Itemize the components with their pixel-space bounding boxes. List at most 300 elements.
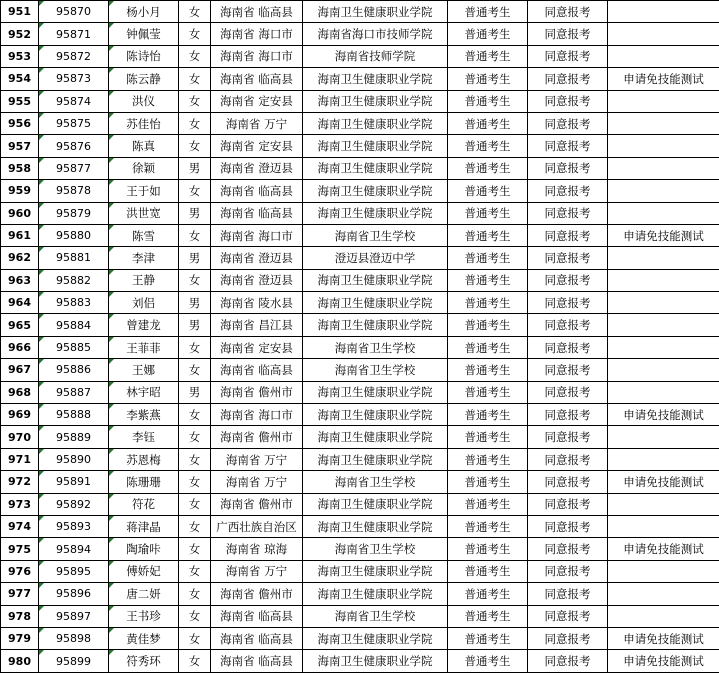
ticket-number-cell: 95882 (39, 269, 109, 291)
gender-cell: 女 (179, 359, 211, 381)
note-cell (608, 180, 719, 202)
ticket-number-cell: 95893 (39, 515, 109, 537)
school-cell: 海南卫生健康职业学院 (303, 292, 448, 314)
ticket-number-cell: 95871 (39, 23, 109, 45)
note-cell (608, 45, 719, 67)
candidate-type-cell: 普通考生 (448, 269, 528, 291)
region-cell: 海南省 儋州市 (211, 426, 303, 448)
gender-cell: 女 (179, 23, 211, 45)
school-cell: 海南省卫生学校 (303, 224, 448, 246)
table-row (1, 135, 719, 157)
candidate-name-cell: 林宇昭 (109, 381, 179, 403)
ticket-number-cell: 95877 (39, 157, 109, 179)
region-cell: 海南省 万宁 (211, 112, 303, 134)
school-cell: 海南卫生健康职业学院 (303, 90, 448, 112)
note-cell (608, 269, 719, 291)
row-number-cell: 957 (1, 135, 39, 157)
candidate-name-cell: 傅娇妃 (109, 560, 179, 582)
gender-cell: 女 (179, 493, 211, 515)
status-cell: 同意报考 (528, 292, 608, 314)
row-number-cell: 980 (1, 650, 39, 672)
region-cell: 海南省 万宁 (211, 448, 303, 470)
gender-cell: 女 (179, 224, 211, 246)
note-cell (608, 90, 719, 112)
ticket-number-cell: 95887 (39, 381, 109, 403)
table-row (1, 560, 719, 582)
note-cell: 申请免技能测试 (608, 471, 719, 493)
region-cell: 海南省 定安县 (211, 336, 303, 358)
candidate-type-cell: 普通考生 (448, 135, 528, 157)
table-row (1, 583, 719, 605)
candidate-name-cell: 王书珍 (109, 605, 179, 627)
status-cell: 同意报考 (528, 426, 608, 448)
table-row (1, 493, 719, 515)
region-cell: 海南省 澄迈县 (211, 269, 303, 291)
candidate-type-cell: 普通考生 (448, 247, 528, 269)
note-cell (608, 292, 719, 314)
status-cell: 同意报考 (528, 471, 608, 493)
ticket-number-cell: 95885 (39, 336, 109, 358)
gender-cell: 女 (179, 45, 211, 67)
candidate-name-cell: 洪仪 (109, 90, 179, 112)
region-cell: 海南省 万宁 (211, 471, 303, 493)
region-cell: 海南省 临高县 (211, 359, 303, 381)
table-row (1, 336, 719, 358)
candidate-name-cell: 李紫燕 (109, 404, 179, 426)
note-cell (608, 23, 719, 45)
row-number-cell: 962 (1, 247, 39, 269)
ticket-number-cell: 95872 (39, 45, 109, 67)
candidate-name-cell: 王于如 (109, 180, 179, 202)
table-row (1, 426, 719, 448)
status-cell: 同意报考 (528, 224, 608, 246)
row-number-cell: 958 (1, 157, 39, 179)
status-cell: 同意报考 (528, 23, 608, 45)
row-number-cell: 951 (1, 1, 39, 23)
status-cell: 同意报考 (528, 627, 608, 649)
row-number-cell: 967 (1, 359, 39, 381)
gender-cell: 女 (179, 515, 211, 537)
status-cell: 同意报考 (528, 202, 608, 224)
note-cell (608, 448, 719, 470)
candidate-type-cell: 普通考生 (448, 627, 528, 649)
table-row (1, 112, 719, 134)
school-cell: 海南省卫生学校 (303, 336, 448, 358)
candidate-name-cell: 李钰 (109, 426, 179, 448)
status-cell: 同意报考 (528, 404, 608, 426)
ticket-number-cell: 95876 (39, 135, 109, 157)
ticket-number-cell: 95890 (39, 448, 109, 470)
status-cell: 同意报考 (528, 515, 608, 537)
candidate-type-cell: 普通考生 (448, 381, 528, 403)
table-row (1, 1, 719, 23)
region-cell: 海南省 万宁 (211, 560, 303, 582)
row-number-cell: 954 (1, 68, 39, 90)
row-number-cell: 965 (1, 314, 39, 336)
status-cell: 同意报考 (528, 448, 608, 470)
candidate-type-cell: 普通考生 (448, 538, 528, 560)
ticket-number-cell: 95895 (39, 560, 109, 582)
school-cell: 海南卫生健康职业学院 (303, 650, 448, 672)
candidate-name-cell: 徐颖 (109, 157, 179, 179)
table-row (1, 404, 719, 426)
status-cell: 同意报考 (528, 180, 608, 202)
ticket-number-cell: 95873 (39, 68, 109, 90)
table-row (1, 157, 719, 179)
candidate-type-cell: 普通考生 (448, 359, 528, 381)
candidate-name-cell: 陈珊珊 (109, 471, 179, 493)
gender-cell: 女 (179, 112, 211, 134)
ticket-number-cell: 95899 (39, 650, 109, 672)
ticket-number-cell: 95878 (39, 180, 109, 202)
note-cell: 申请免技能测试 (608, 627, 719, 649)
ticket-number-cell: 95879 (39, 202, 109, 224)
note-cell: 申请免技能测试 (608, 68, 719, 90)
table-row (1, 381, 719, 403)
note-cell (608, 247, 719, 269)
table-row (1, 605, 719, 627)
school-cell: 海南卫生健康职业学院 (303, 112, 448, 134)
school-cell: 海南卫生健康职业学院 (303, 314, 448, 336)
gender-cell: 女 (179, 269, 211, 291)
region-cell: 广西壮族自治区 (211, 515, 303, 537)
region-cell: 海南省 澄迈县 (211, 157, 303, 179)
ticket-number-cell: 95880 (39, 224, 109, 246)
candidate-type-cell: 普通考生 (448, 515, 528, 537)
candidate-name-cell: 陈雪 (109, 224, 179, 246)
school-cell: 海南卫生健康职业学院 (303, 627, 448, 649)
school-cell: 海南卫生健康职业学院 (303, 493, 448, 515)
status-cell: 同意报考 (528, 605, 608, 627)
table-row (1, 45, 719, 67)
row-number-cell: 970 (1, 426, 39, 448)
school-cell: 澄迈县澄迈中学 (303, 247, 448, 269)
candidate-type-cell: 普通考生 (448, 112, 528, 134)
school-cell: 海南省卫生学校 (303, 538, 448, 560)
status-cell: 同意报考 (528, 359, 608, 381)
table-row (1, 627, 719, 649)
school-cell: 海南卫生健康职业学院 (303, 68, 448, 90)
gender-cell: 女 (179, 68, 211, 90)
table-row (1, 314, 719, 336)
row-number-cell: 973 (1, 493, 39, 515)
gender-cell: 男 (179, 157, 211, 179)
school-cell: 海南卫生健康职业学院 (303, 381, 448, 403)
candidate-name-cell: 陶瑜咔 (109, 538, 179, 560)
candidate-name-cell: 苏佳怡 (109, 112, 179, 134)
candidate-type-cell: 普通考生 (448, 404, 528, 426)
note-cell (608, 135, 719, 157)
candidate-type-cell: 普通考生 (448, 68, 528, 90)
note-cell (608, 336, 719, 358)
candidate-type-cell: 普通考生 (448, 314, 528, 336)
table-row (1, 224, 719, 246)
row-number-cell: 966 (1, 336, 39, 358)
region-cell: 海南省 澄迈县 (211, 247, 303, 269)
row-number-cell: 960 (1, 202, 39, 224)
gender-cell: 女 (179, 627, 211, 649)
candidate-type-cell: 普通考生 (448, 224, 528, 246)
note-cell: 申请免技能测试 (608, 404, 719, 426)
table-row (1, 23, 719, 45)
candidate-type-cell: 普通考生 (448, 650, 528, 672)
note-cell (608, 202, 719, 224)
candidate-type-cell: 普通考生 (448, 471, 528, 493)
candidate-type-cell: 普通考生 (448, 180, 528, 202)
table-row (1, 202, 719, 224)
candidate-type-cell: 普通考生 (448, 426, 528, 448)
region-cell: 海南省 定安县 (211, 90, 303, 112)
row-number-cell: 978 (1, 605, 39, 627)
region-cell: 海南省 临高县 (211, 627, 303, 649)
status-cell: 同意报考 (528, 650, 608, 672)
region-cell: 海南省 儋州市 (211, 381, 303, 403)
school-cell: 海南卫生健康职业学院 (303, 157, 448, 179)
ticket-number-cell: 95881 (39, 247, 109, 269)
row-number-cell: 975 (1, 538, 39, 560)
candidate-name-cell: 符秀环 (109, 650, 179, 672)
note-cell: 申请免技能测试 (608, 650, 719, 672)
status-cell: 同意报考 (528, 381, 608, 403)
region-cell: 海南省 临高县 (211, 605, 303, 627)
candidate-name-cell: 陈云静 (109, 68, 179, 90)
row-number-cell: 956 (1, 112, 39, 134)
note-cell (608, 359, 719, 381)
ticket-number-cell: 95870 (39, 1, 109, 23)
table-row (1, 180, 719, 202)
candidate-name-cell: 洪世宽 (109, 202, 179, 224)
row-number-cell: 952 (1, 23, 39, 45)
candidate-name-cell: 陈诗怡 (109, 45, 179, 67)
candidate-type-cell: 普通考生 (448, 202, 528, 224)
row-number-cell: 959 (1, 180, 39, 202)
candidate-name-cell: 李津 (109, 247, 179, 269)
row-number-cell: 971 (1, 448, 39, 470)
ticket-number-cell: 95883 (39, 292, 109, 314)
note-cell (608, 426, 719, 448)
candidate-type-cell: 普通考生 (448, 560, 528, 582)
ticket-number-cell: 95891 (39, 471, 109, 493)
row-number-cell: 979 (1, 627, 39, 649)
status-cell: 同意报考 (528, 157, 608, 179)
candidate-name-cell: 曾建龙 (109, 314, 179, 336)
table-row (1, 247, 719, 269)
region-cell: 海南省 临高县 (211, 68, 303, 90)
region-cell: 海南省 定安县 (211, 135, 303, 157)
region-cell: 海南省 临高县 (211, 180, 303, 202)
candidate-type-cell: 普通考生 (448, 605, 528, 627)
candidate-name-cell: 陈真 (109, 135, 179, 157)
region-cell: 海南省 琼海 (211, 538, 303, 560)
candidate-type-cell: 普通考生 (448, 336, 528, 358)
gender-cell: 男 (179, 381, 211, 403)
status-cell: 同意报考 (528, 269, 608, 291)
school-cell: 海南卫生健康职业学院 (303, 560, 448, 582)
gender-cell: 女 (179, 650, 211, 672)
region-cell: 海南省 海口市 (211, 224, 303, 246)
status-cell: 同意报考 (528, 135, 608, 157)
gender-cell: 女 (179, 180, 211, 202)
candidate-type-cell: 普通考生 (448, 292, 528, 314)
gender-cell: 女 (179, 471, 211, 493)
region-cell: 海南省 儋州市 (211, 493, 303, 515)
table-row (1, 269, 719, 291)
gender-cell: 女 (179, 448, 211, 470)
candidate-name-cell: 蒋津晶 (109, 515, 179, 537)
table-row (1, 650, 719, 672)
note-cell (608, 1, 719, 23)
school-cell: 海南卫生健康职业学院 (303, 269, 448, 291)
candidate-name-cell: 黄佳梦 (109, 627, 179, 649)
gender-cell: 女 (179, 135, 211, 157)
status-cell: 同意报考 (528, 45, 608, 67)
ticket-number-cell: 95892 (39, 493, 109, 515)
candidate-name-cell: 苏恩梅 (109, 448, 179, 470)
gender-cell: 女 (179, 538, 211, 560)
row-number-cell: 977 (1, 583, 39, 605)
note-cell (608, 112, 719, 134)
region-cell: 海南省 陵水县 (211, 292, 303, 314)
candidate-name-cell: 王菲菲 (109, 336, 179, 358)
gender-cell: 女 (179, 560, 211, 582)
region-cell: 海南省 海口市 (211, 45, 303, 67)
candidate-name-cell: 符花 (109, 493, 179, 515)
note-cell (608, 515, 719, 537)
school-cell: 海南卫生健康职业学院 (303, 448, 448, 470)
table-row (1, 515, 719, 537)
row-number-cell: 974 (1, 515, 39, 537)
ticket-number-cell: 95888 (39, 404, 109, 426)
school-cell: 海南卫生健康职业学院 (303, 135, 448, 157)
candidate-type-cell: 普通考生 (448, 157, 528, 179)
row-number-cell: 976 (1, 560, 39, 582)
note-cell (608, 493, 719, 515)
candidate-name-cell: 杨小月 (109, 1, 179, 23)
table-row (1, 90, 719, 112)
note-cell (608, 157, 719, 179)
school-cell: 海南卫生健康职业学院 (303, 202, 448, 224)
row-number-cell: 955 (1, 90, 39, 112)
row-number-cell: 972 (1, 471, 39, 493)
row-number-cell: 969 (1, 404, 39, 426)
candidate-type-cell: 普通考生 (448, 448, 528, 470)
gender-cell: 女 (179, 1, 211, 23)
table-body (1, 1, 719, 673)
status-cell: 同意报考 (528, 1, 608, 23)
status-cell: 同意报考 (528, 314, 608, 336)
ticket-number-cell: 95896 (39, 583, 109, 605)
ticket-number-cell: 95898 (39, 627, 109, 649)
school-cell: 海南省卫生学校 (303, 359, 448, 381)
gender-cell: 女 (179, 404, 211, 426)
status-cell: 同意报考 (528, 68, 608, 90)
ticket-number-cell: 95889 (39, 426, 109, 448)
table-row (1, 68, 719, 90)
gender-cell: 男 (179, 292, 211, 314)
ticket-number-cell: 95894 (39, 538, 109, 560)
status-cell: 同意报考 (528, 583, 608, 605)
ticket-number-cell: 95875 (39, 112, 109, 134)
table-row (1, 471, 719, 493)
region-cell: 海南省 海口市 (211, 404, 303, 426)
school-cell: 海南卫生健康职业学院 (303, 515, 448, 537)
school-cell: 海南卫生健康职业学院 (303, 1, 448, 23)
region-cell: 海南省 海口市 (211, 23, 303, 45)
ticket-number-cell: 95874 (39, 90, 109, 112)
status-cell: 同意报考 (528, 247, 608, 269)
gender-cell: 女 (179, 426, 211, 448)
ticket-number-cell: 95886 (39, 359, 109, 381)
school-cell: 海南卫生健康职业学院 (303, 180, 448, 202)
table-row (1, 538, 719, 560)
table-row (1, 292, 719, 314)
status-cell: 同意报考 (528, 90, 608, 112)
row-number-cell: 964 (1, 292, 39, 314)
candidate-name-cell: 钟佩莹 (109, 23, 179, 45)
status-cell: 同意报考 (528, 112, 608, 134)
status-cell: 同意报考 (528, 538, 608, 560)
school-cell: 海南卫生健康职业学院 (303, 426, 448, 448)
gender-cell: 男 (179, 247, 211, 269)
note-cell (608, 560, 719, 582)
candidate-type-cell: 普通考生 (448, 1, 528, 23)
ticket-number-cell: 95897 (39, 605, 109, 627)
gender-cell: 女 (179, 605, 211, 627)
row-number-cell: 963 (1, 269, 39, 291)
row-number-cell: 968 (1, 381, 39, 403)
note-cell (608, 381, 719, 403)
gender-cell: 女 (179, 336, 211, 358)
gender-cell: 女 (179, 90, 211, 112)
school-cell: 海南省技师学院 (303, 45, 448, 67)
note-cell (608, 583, 719, 605)
school-cell: 海南省卫生学校 (303, 471, 448, 493)
school-cell: 海南卫生健康职业学院 (303, 404, 448, 426)
status-cell: 同意报考 (528, 336, 608, 358)
status-cell: 同意报考 (528, 493, 608, 515)
row-number-cell: 953 (1, 45, 39, 67)
note-cell (608, 605, 719, 627)
gender-cell: 男 (179, 314, 211, 336)
candidate-type-cell: 普通考生 (448, 45, 528, 67)
region-cell: 海南省 昌江县 (211, 314, 303, 336)
candidate-name-cell: 王娜 (109, 359, 179, 381)
region-cell: 海南省 儋州市 (211, 583, 303, 605)
region-cell: 海南省 临高县 (211, 650, 303, 672)
school-cell: 海南卫生健康职业学院 (303, 583, 448, 605)
note-cell: 申请免技能测试 (608, 538, 719, 560)
note-cell: 申请免技能测试 (608, 224, 719, 246)
table-row (1, 448, 719, 470)
candidate-name-cell: 刘侣 (109, 292, 179, 314)
candidate-name-cell: 唐二妍 (109, 583, 179, 605)
candidate-type-cell: 普通考生 (448, 23, 528, 45)
note-cell (608, 314, 719, 336)
region-cell: 海南省 临高县 (211, 202, 303, 224)
status-cell: 同意报考 (528, 560, 608, 582)
ticket-number-cell: 95884 (39, 314, 109, 336)
candidate-type-cell: 普通考生 (448, 583, 528, 605)
row-number-cell: 961 (1, 224, 39, 246)
candidate-type-cell: 普通考生 (448, 90, 528, 112)
table-row (1, 359, 719, 381)
region-cell: 海南省 临高县 (211, 1, 303, 23)
candidate-name-cell: 王静 (109, 269, 179, 291)
school-cell: 海南省海口市技师学院 (303, 23, 448, 45)
candidate-type-cell: 普通考生 (448, 493, 528, 515)
gender-cell: 男 (179, 202, 211, 224)
gender-cell: 女 (179, 583, 211, 605)
